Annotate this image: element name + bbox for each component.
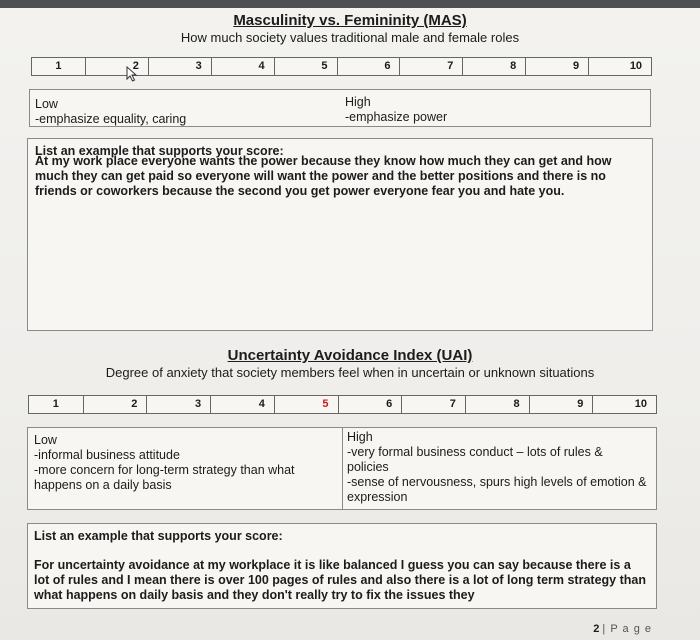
mas-scale-5[interactable]: 5: [275, 58, 338, 75]
uai-example-answer: For uncertainty avoidance at my workplace it is like balanced I guess you can say because there is a lot of rules and I mean there is over 100 pages of rules and also there is a lot of long term strategy than what happens on daily basis and they don't really try to fix the issues they: [34, 558, 646, 602]
mas-example-prompt: List an example that supports your score:: [35, 144, 284, 158]
uai-scale-1[interactable]: 1: [29, 396, 84, 413]
mas-scale: [31, 57, 652, 76]
uai-subtitle: Degree of anxiety that society members feel when in uncertain or unknown situations: [105, 365, 595, 380]
uai-scale: [28, 395, 657, 414]
page-number: [593, 623, 652, 635]
mas-example-answer: At my work place everyone wants the power because they know how much they can get and how much they can get paid so everyone will want the power and the better positions and there is no friends or coworkers because the second you get power everyone fear you and hate you.: [35, 154, 612, 198]
mas-scale-9[interactable]: 9: [526, 58, 589, 75]
mas-title: Masculinity vs. Femininity (MAS): [233, 12, 467, 29]
mouse-cursor-icon: [126, 66, 140, 82]
mas-scale-3[interactable]: 3: [149, 58, 212, 75]
mas-scale-2[interactable]: 2: [86, 58, 149, 75]
mas-low-text: -emphasize equality, caring: [35, 112, 187, 126]
page-number-value: 2: [593, 623, 600, 635]
uai-scale-8[interactable]: 8: [466, 396, 530, 413]
mas-high-text: -emphasize power: [345, 110, 448, 124]
uai-high-text: -very formal business conduct – lots of rules & policies -sense of nervousness, spurs high levels of emotion & expression: [347, 445, 647, 504]
uai-scale-3[interactable]: 3: [147, 396, 211, 413]
uai-scale-7[interactable]: 7: [402, 396, 466, 413]
uai-low-text: -informal business attitude -more concern for long-term strategy than what happens on a daily basis: [34, 448, 295, 492]
mas-low: [35, 97, 186, 127]
mas-high-heading: High: [345, 95, 371, 109]
mas-high: [345, 95, 447, 125]
mas-low-heading: Low: [35, 97, 58, 111]
mas-scale-7[interactable]: 7: [400, 58, 463, 75]
uai-example-prompt: List an example that supports your score:: [34, 529, 283, 543]
mas-subtitle: How much society values traditional male and female roles: [180, 30, 520, 45]
page-label: | P a g e: [602, 623, 652, 635]
mas-scale-6[interactable]: 6: [338, 58, 401, 75]
uai-scale-10[interactable]: 10: [634, 398, 648, 410]
mas-scale-8[interactable]: 8: [463, 58, 526, 75]
uai-low: [34, 433, 324, 493]
top-edge-bar: [0, 0, 700, 8]
uai-high-heading: High: [347, 430, 373, 444]
uai-scale-6[interactable]: 6: [339, 396, 403, 413]
uai-low-heading: Low: [34, 433, 57, 447]
mas-scale-10[interactable]: 10: [629, 60, 643, 72]
uai-high: [347, 430, 647, 505]
uai-scale-4[interactable]: 4: [211, 396, 275, 413]
uai-divider: [342, 427, 343, 510]
uai-scale-9[interactable]: 9: [530, 396, 594, 413]
uai-scale-5-selected[interactable]: 5: [275, 396, 339, 413]
mas-scale-1[interactable]: 1: [32, 58, 86, 75]
uai-title: Uncertainty Avoidance Index (UAI): [227, 347, 473, 364]
uai-scale-2[interactable]: 2: [84, 396, 148, 413]
mas-scale-4[interactable]: 4: [212, 58, 275, 75]
